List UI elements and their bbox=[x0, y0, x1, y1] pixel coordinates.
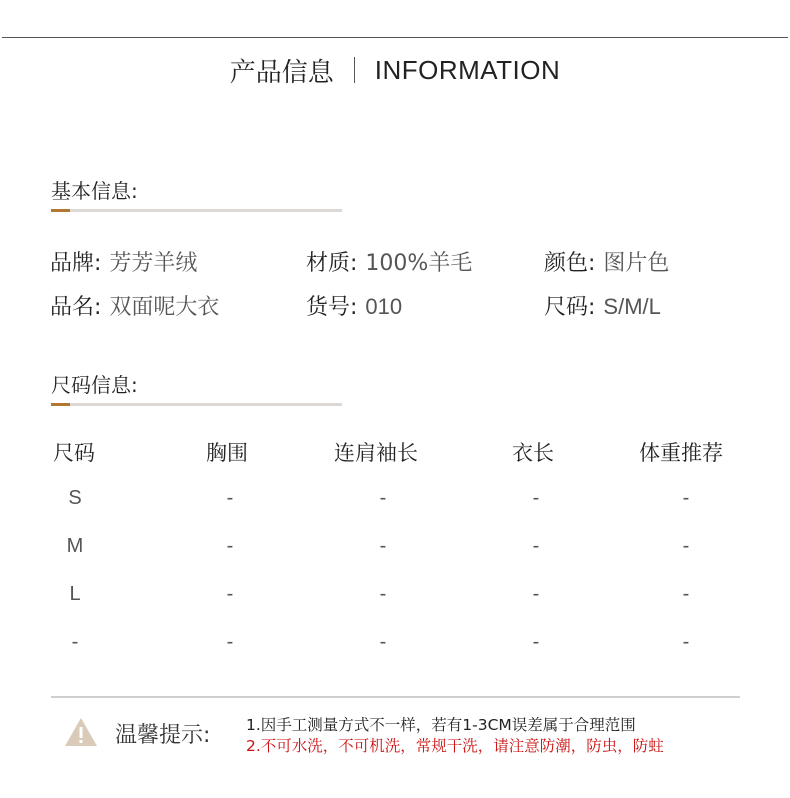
info-value: 芳芳羊绒 bbox=[109, 251, 198, 276]
info-value: 010 bbox=[365, 294, 403, 319]
table-cell: - bbox=[379, 487, 387, 509]
table-cell: - bbox=[226, 583, 234, 605]
info-material bbox=[306, 246, 472, 277]
underline-accent bbox=[51, 403, 70, 406]
table-cell: - bbox=[682, 487, 690, 509]
info-label: 品牌: bbox=[50, 251, 102, 276]
col-header-chest: 胸围 bbox=[206, 441, 248, 465]
header-separator bbox=[354, 57, 355, 83]
table-cell: - bbox=[532, 535, 540, 557]
size-info-title: 尺码信息: bbox=[51, 373, 138, 397]
info-value: 双面呢大衣 bbox=[109, 295, 220, 320]
page-header bbox=[0, 52, 790, 88]
table-cell: - bbox=[226, 535, 234, 557]
table-cell: - bbox=[532, 487, 540, 509]
info-value: S/M/L bbox=[603, 294, 661, 319]
info-label: 颜色: bbox=[544, 251, 596, 276]
table-cell: S bbox=[68, 487, 82, 509]
info-label: 材质: bbox=[306, 251, 358, 276]
header-title-en: INFORMATION bbox=[374, 54, 561, 85]
table-cell: L bbox=[69, 583, 81, 605]
underline-accent bbox=[51, 209, 70, 212]
size-info-underline bbox=[51, 403, 342, 406]
table-cell: - bbox=[379, 583, 387, 605]
table-cell: - bbox=[682, 535, 690, 557]
info-color bbox=[544, 246, 669, 277]
col-header-weight: 体重推荐 bbox=[639, 441, 723, 465]
info-label: 尺码: bbox=[544, 295, 596, 320]
table-cell: - bbox=[532, 583, 540, 605]
col-header-sleeve: 连肩袖长 bbox=[334, 441, 418, 465]
info-size bbox=[544, 290, 661, 321]
table-cell: - bbox=[379, 535, 387, 557]
table-cell: M bbox=[66, 535, 84, 557]
info-label: 货号: bbox=[306, 295, 358, 320]
info-value: 图片色 bbox=[603, 251, 670, 276]
header-title-cn: 产品信息 bbox=[229, 57, 334, 88]
notice-divider bbox=[51, 696, 740, 698]
info-value: 100%羊毛 bbox=[365, 251, 473, 276]
table-cell: - bbox=[532, 631, 540, 653]
col-header-length: 衣长 bbox=[512, 441, 554, 465]
notice-line-2: 2.不可水洗，不可机洗，常规干洗，请注意防潮，防虫，防蛀 bbox=[246, 737, 664, 755]
info-item-number bbox=[306, 290, 402, 321]
info-label: 品名: bbox=[50, 295, 102, 320]
table-cell: - bbox=[682, 583, 690, 605]
top-divider bbox=[2, 37, 788, 38]
notice-label: 温馨提示: bbox=[115, 723, 211, 748]
info-brand bbox=[50, 246, 197, 277]
col-header-size: 尺码 bbox=[53, 441, 95, 465]
info-product-name bbox=[50, 290, 219, 321]
table-cell: - bbox=[379, 631, 387, 653]
basic-info-underline bbox=[51, 209, 342, 212]
table-cell: - bbox=[226, 487, 234, 509]
table-cell: - bbox=[226, 631, 234, 653]
warning-triangle-icon bbox=[64, 717, 98, 747]
notice-line-1: 1.因手工测量方式不一样，若有1-3CM误差属于合理范围 bbox=[246, 716, 636, 734]
table-cell: - bbox=[682, 631, 690, 653]
basic-info-title: 基本信息: bbox=[51, 179, 138, 203]
table-cell: - bbox=[71, 631, 79, 653]
